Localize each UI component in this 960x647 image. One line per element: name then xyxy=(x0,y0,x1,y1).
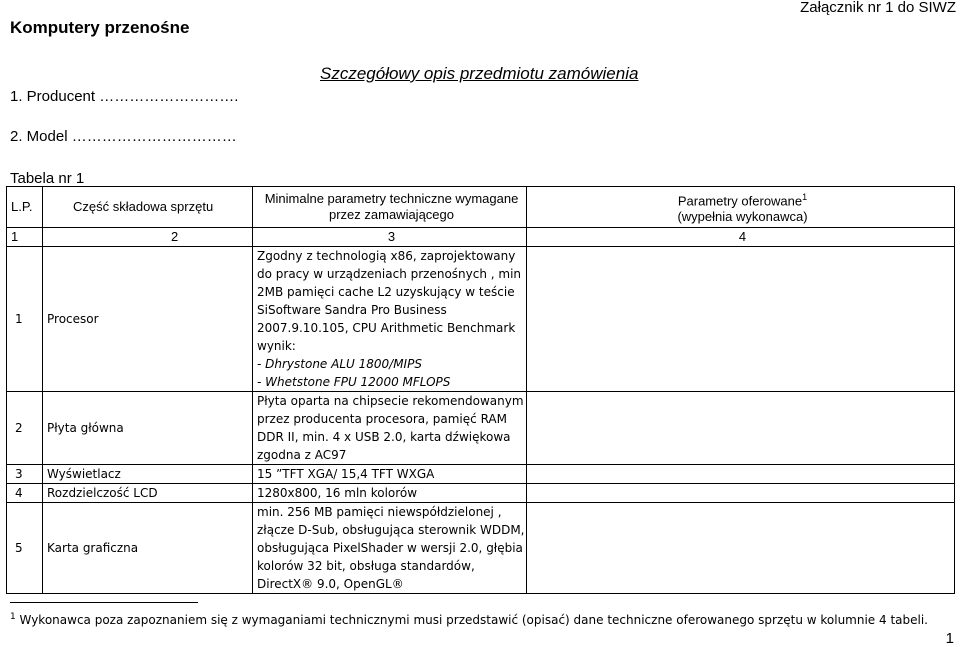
req-line: 1280x800, 16 mln kolorów xyxy=(257,486,418,501)
spec-table xyxy=(6,186,955,594)
footnote-divider xyxy=(10,602,198,603)
col-number-4: 4 xyxy=(527,228,955,247)
row-lp: 1 xyxy=(7,247,43,392)
table-row xyxy=(7,465,955,484)
req-line: DirectX® 9.0, OpenGL® xyxy=(257,577,404,592)
row-requirements xyxy=(253,484,527,503)
row-requirements xyxy=(253,503,527,594)
offered-cell[interactable] xyxy=(527,247,955,392)
req-line: 2007.9.10.105, CPU Arithmetic Benchmark xyxy=(257,321,516,336)
col-number-3: 3 xyxy=(253,228,527,247)
row-requirements xyxy=(253,247,527,392)
offered-cell[interactable] xyxy=(527,484,955,503)
header-offered-params xyxy=(527,187,955,228)
table-row xyxy=(7,392,955,465)
header-min-params-line2: przez zamawiającego xyxy=(328,207,454,223)
document-title: Komputery przenośne xyxy=(10,18,190,37)
model-field: 2. Model …………………………… xyxy=(10,128,237,145)
offered-cell[interactable] xyxy=(527,503,955,594)
row-requirements xyxy=(253,465,527,484)
offered-cell[interactable] xyxy=(527,465,955,484)
column-number-row xyxy=(7,228,955,247)
col-number-1: 1 xyxy=(7,228,43,247)
req-line: przez producenta procesora, pamięć RAM xyxy=(257,412,507,427)
req-line: - Whetstone FPU 12000 MFLOPS xyxy=(257,375,451,390)
req-line: 15 ”TFT XGA/ 15,4 TFT WXGA xyxy=(257,467,435,482)
col-number-2: 2 xyxy=(43,228,253,247)
req-line: 2MB pamięci cache L2 uzyskujący w teście xyxy=(257,285,515,300)
producer-field: 1. Producent ………………………. xyxy=(10,88,239,105)
page-number: 1 xyxy=(945,630,954,647)
req-line: Płyta oparta na chipsecie rekomendowanym xyxy=(257,394,524,409)
row-lp: 4 xyxy=(7,484,43,503)
req-line: obsługująca PixelShader w wersji 2.0, głębia xyxy=(257,541,523,556)
req-line: min. 256 MB pamięci niewspółdzielonej , xyxy=(257,505,502,520)
row-component: Rozdzielczość LCD xyxy=(43,484,253,503)
req-line: SiSoftware Sandra Pro Business xyxy=(257,303,447,318)
req-line: zgodna z AC97 xyxy=(257,448,347,463)
req-line: - Dhrystone ALU 1800/MIPS xyxy=(257,357,422,372)
row-lp: 3 xyxy=(7,465,43,484)
table-row xyxy=(7,503,955,594)
req-line: złącze D-Sub, obsługująca sterownik WDDM, xyxy=(257,523,525,538)
offered-cell[interactable] xyxy=(527,392,955,465)
table-row xyxy=(7,247,955,392)
header-min-params-line1: Minimalne parametry techniczne wymagane xyxy=(264,191,519,207)
footnote-ref: 1 xyxy=(802,192,808,202)
row-requirements xyxy=(253,392,527,465)
req-line: wynik: xyxy=(257,339,296,354)
header-component: Część składowa sprzętu xyxy=(43,187,253,228)
req-line: kolorów 32 bit, obsługa standardów, xyxy=(257,559,475,574)
req-line: do pracy w urządzeniach przenośnych , min xyxy=(257,267,522,282)
row-lp: 2 xyxy=(7,392,43,465)
footnote-text: Wykonawca poza zapoznaniem się z wymaganiami technicznymi musi przedstawić (opisać) dane techniczne oferowanego sprzętu w kolumnie 4 tabeli. xyxy=(15,613,928,627)
header-offered-line1: Parametry oferowane xyxy=(677,193,803,209)
req-line: DDR II, min. 4 x USB 2.0, karta dźwiękowa xyxy=(257,430,511,445)
footnote-marker: 1 xyxy=(10,612,16,622)
table-header-row xyxy=(7,187,955,228)
attachment-label: Załącznik nr 1 do SIWZ xyxy=(800,0,956,16)
spec-heading: Szczegółowy opis przedmiotu zamówienia xyxy=(320,64,639,83)
header-lp: L.P. xyxy=(7,187,43,228)
row-lp: 5 xyxy=(7,503,43,594)
row-component: Płyta główna xyxy=(43,392,253,465)
table-row xyxy=(7,484,955,503)
row-component: Karta graficzna xyxy=(43,503,253,594)
row-component: Wyświetlacz xyxy=(43,465,253,484)
footnote xyxy=(10,612,928,627)
header-min-params xyxy=(253,187,527,228)
req-line: Zgodny z technologią x86, zaprojektowany xyxy=(257,249,516,264)
header-offered-line2: (wypełnia wykonawca) xyxy=(677,209,808,225)
table-label: Tabela nr 1 xyxy=(10,170,85,187)
row-component: Procesor xyxy=(43,247,253,392)
